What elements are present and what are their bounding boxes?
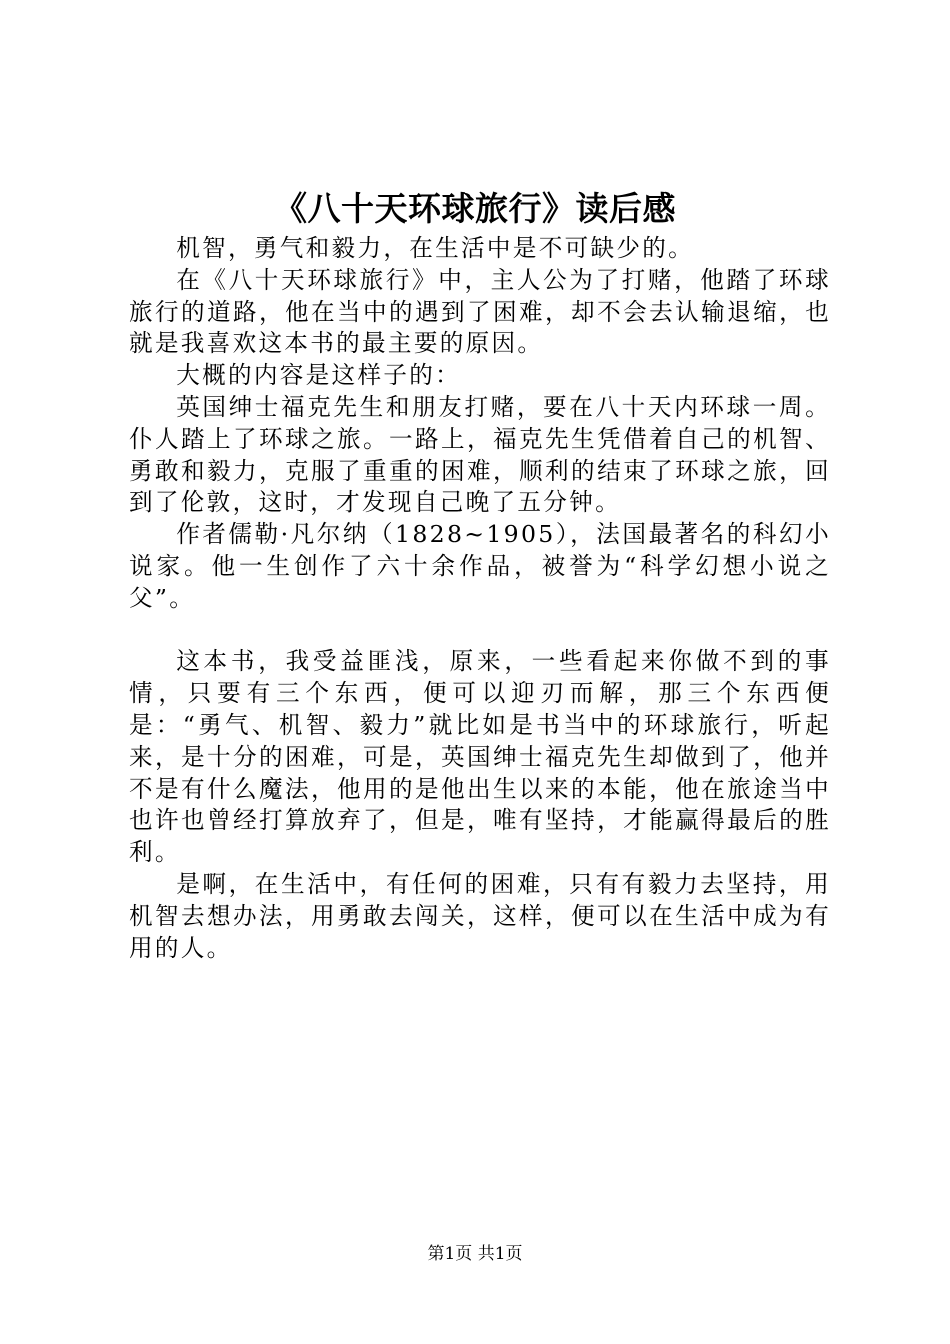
page-footer: 第1页 共1页 <box>427 1244 523 1264</box>
document-title: 《八十天环球旅行》读后感 <box>274 189 676 228</box>
paragraph-summary: 英国绅士福克先生和朋友打赌，要在八十天内环球一周。仆人踏上了环球之旅。一路上，福克先生凭借着自己的机智、勇敢和毅力，克服了重重的困难，顺利的结束了环球之旅，回到了伦敦，这时，才发现自己晚了五分钟。 <box>129 392 831 517</box>
paragraph-intro: 机智，勇气和毅力，在生活中是不可缺少的。 <box>176 234 695 262</box>
paragraph-author: 作者儒勒·凡尔纳（1828~1905），法国最著名的科幻小说家。他一生创作了六十余作品，被誉为“科学幻想小说之父”。 <box>129 520 831 612</box>
paragraph-summary-lead: 大概的内容是这样子的： <box>176 361 462 390</box>
paragraph-gap <box>129 615 831 647</box>
paragraph-reason: 在《八十天环球旅行》中，主人公为了打赌，他踏了环球旅行的道路，他在当中的遇到了困难，却不会去认输退缩，也就是我喜欢这本书的最主要的原因。 <box>129 265 831 358</box>
paragraph-reflection: 这本书，我受益匪浅，原来，一些看起来你做不到的事情，只要有三个东西，便可以迎刃而解，那三个东西便是：“勇气、机智、毅力”就比如是书当中的环球旅行，听起来，是十分的困难，可是，英国绅士福克先生却做到了，他并不是有什么魔法，他用的是他出生以来的本能，他在旅途当中也许也曾经打算放弃了，但是，唯有坚持，才能赢得最后的胜利。 <box>129 647 831 867</box>
document-body <box>129 233 831 964</box>
paragraph-conclusion: 是啊，在生活中，有任何的困难，只有有毅力去坚持，用机智去想办法，用勇敢去闯关，这样，便可以在生活中成为有用的人。 <box>129 869 831 962</box>
